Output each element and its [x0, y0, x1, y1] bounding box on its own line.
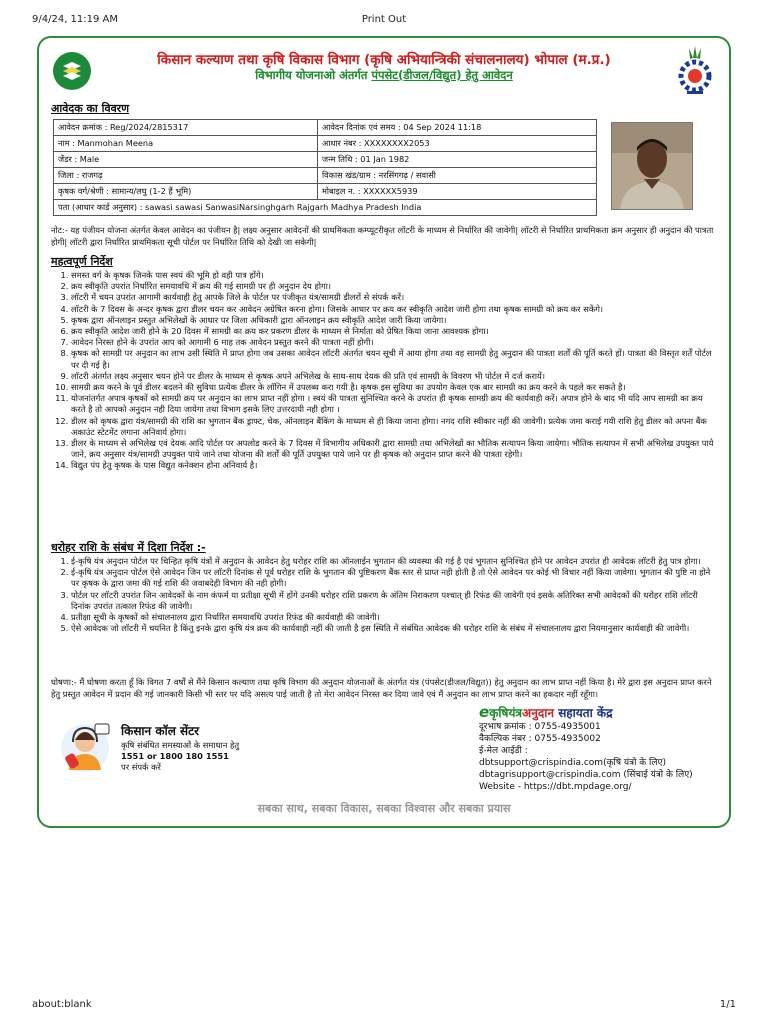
department-title: किसान कल्याण तथा कृषि विकास विभाग (कृषि अभियान्त्रिकी संचालनालय) भोपाल (म.प्र.)	[157, 52, 611, 68]
kcc-title: किसान कॉल सेंटर	[121, 724, 200, 738]
list-item: 3. पोर्टल पर लॉटरी उपरांत जिन आवेदकों के नाम कंफर्म या प्रतीक्षा सूची में होंगे उनकी धरोहर राशि प्रकरण के अंतिम निराकरण पश्चात् ही रिफंड की जावेगी एवं इसके अतिरिक्त सभी आवेदकों की धरोहर राशि लॉटरी दिनांक उपरांत तत्काल रिफंड की जावेगी।	[71, 590, 715, 612]
table-row	[54, 168, 597, 184]
kcc-numbers	[121, 751, 239, 762]
kisan-call-center	[51, 716, 291, 776]
print-title: Print Out	[361, 14, 407, 25]
list-item: 9. लॉटरी अंतर्गत लक्ष्य अनुसार चयन होने पर डीलर के माध्यम से कृषक अपने अभिलेख के साथ-साथ देयक की प्रति एवं सामग्री के विवरण भी पोर्टल में दर्ज करायें।	[71, 371, 715, 382]
registration-note: नोट:- यह पंजीयन योजना अंतर्गत केवल आवेदन का पंजीयन है| लक्ष्य अनुसार आवेदनों की प्राथमिकता कम्प्यूटरीकृत लॉटरी के माध्यम से निर्धारित की जावेगी| लॉटरी से निर्धारित प्राथमिकता क्रम अनुसार ही अनुदान की पात्रता होगी| लॉटरी द्वारा निर्धारित प्राथमिकता सूची पोर्टल पर निर्धारित तिथि को देखी जा सकेगी|	[51, 225, 714, 247]
list-item: 6. क्रय स्वीकृति आदेश जारी होने के 20 दिवस में सामग्री का क्रय कर प्रकरण डीलर के माध्यम से निर्माता को प्रेषित किया जाना आवश्यक होगा।	[71, 326, 715, 337]
important-instructions-title: महत्वपूर्ण निर्देश	[51, 255, 113, 268]
block-village: विकास खंड/ग्राम : नरसिंगगढ़ / सवासी	[318, 168, 597, 184]
list-item: 4. लॉटरी के 7 दिवस के अन्दर कृषक द्वारा डीलर चयन कर आवेदन अग्रेषित करना होगा। जिसके आधार पर क्रय कर स्वीकृति आदेश जारी होगा तथा कृषक सामग्री को क्रय कर सकेंगे।	[71, 304, 715, 315]
kcc-phone-numbers: 1551 or 1800 180 1551	[121, 751, 229, 761]
aadhaar-number: आधार नंबर : XXXXXXXX2053	[318, 136, 597, 152]
brand-sahayata: सहायता केंद्र	[554, 706, 613, 720]
application-form	[37, 36, 731, 828]
applicant-photo	[611, 122, 693, 210]
print-header	[32, 14, 736, 25]
list-item: 11. योजनांतर्गत अपात्र कृषकों को सामग्री क्रय पर अनुदान का लाभ प्राप्त नहीं होगा । स्वयं की पात्रता सुनिश्चित करने के उपरांत ही कृषक सामग्री क्रय की कार्यवाही करें। अपात्र होने के बाद भी यदि आप सामग्री का क्रय करते है तो आपको अनुदान नही दिया जायेगा तथा विभाग इसके लिए उत्तरदायी नही होगा ।	[71, 393, 715, 415]
help-email-2[interactable]: dbtagrisupport@crispindia.com (सिंचाई यंत्रो के लिए)	[479, 770, 693, 780]
list-item: 1. समस्त वर्ग के कृषक जिनके पास स्वयं की भूमि हो वही पात्र होंगे।	[71, 270, 715, 281]
list-item: 2. ई-कृषि यंत्र अनुदान पोर्टल ऐसे आवेदन जिन पर लॉटरी दिनांक से पूर्व धरोहर राशि के भुगतान की पुष्टिकरण बैंक स्तर से प्राप्त नही होती है तो ऐसे आवेदन पर कोई भी विचार नहीं किया जावेगा। भुगतान की पुष्टि ना होने पर कृषक के द्वारा जमा की गई राशि की जवाबदेही विभाग की नही होगी।	[71, 567, 715, 589]
list-item: 13. डीलर के माध्यम से अभिलेख एवं देयक आदि पोर्टल पर अपलोड करने के 7 दिवस में विभागीय अधिकारी द्वारा सामग्री तथा अभिलेखों का भौतिक सत्यापन किया जायेगा। भौतिक सत्यापन में सभी अभिलेख उपयुक्त पाये जाने, क्रय अनुसार यंत्र/सामग्री उपयुक्त पाये जाने तथा योजना की शर्तों की पूर्ति उपयुक्त पाये जाने पर ही कृषक को अनुदान प्राप्त करने की पात्रता रहेगी।	[71, 438, 715, 460]
important-instructions-list	[51, 270, 715, 472]
list-item: 4. प्रतीक्षा सूची के कृषकों को संचालनालय द्वारा निर्धारित समयावधि उपरांत रिफंड की कार्यवाही की जावेगी।	[71, 612, 715, 623]
print-datetime: 9/4/24, 11:19 AM	[32, 14, 119, 25]
help-email-label: ई-मेल आईडी :	[479, 746, 528, 756]
list-item: 10. सामग्री क्रय करने के पूर्व डीलर बदलने की सुविधा प्रत्येक डीलर के लॉगिन में उपलब्ध करा गयी है। कृषक इस सुविधा का उपयोग केवल एक बार सामग्री का क्रय करने के पहले कर सकते है।	[71, 382, 715, 393]
print-page-number: 1/1	[719, 999, 736, 1010]
scheme-subtitle	[99, 68, 669, 83]
district: जिला : राजगढ़	[54, 168, 318, 184]
mobile-number: मोबाइल न. : XXXXXX5939	[318, 184, 597, 200]
applicant-section-title: आवेदक का विवरण	[51, 102, 130, 115]
application-number: आवेदन क्रमांक : Reg/2024/2815317	[54, 120, 318, 136]
table-row	[54, 120, 597, 136]
help-phone: दूरभाष क्रमांक : 0755-4935001	[479, 722, 601, 732]
list-item: 7. आवेदन निरस्त होने के उपरांत आप को आगामी 6 माह तक आवेदन प्रस्तुत करने की पात्रता नहीं होगी।	[71, 337, 715, 348]
help-website[interactable]: Website - https://dbt.mpdage.org/	[479, 782, 632, 792]
table-row	[54, 136, 597, 152]
table-row	[54, 184, 597, 200]
department-logo-icon	[53, 52, 91, 90]
date-of-birth: जन्म तिथि : 01 Jan 1982	[318, 152, 597, 168]
help-center-title	[479, 703, 719, 721]
list-item: 14. विद्युत पंप हेतु कृषक के पास विद्युत कनेक्शन होना अनिवार्य है।	[71, 460, 715, 471]
kcc-line3: पर संपर्क करें	[121, 762, 161, 772]
applicant-details-table	[53, 119, 597, 216]
subtitle-item: पंपसेट(डीजल/विद्युत) हेतु आवेदन	[371, 68, 513, 82]
list-item: 1. ई-कृषि यंत्र अनुदान पोर्टल पर चिन्हित कृषि यंत्रों में अनुदान के आवेदन हेतु धरोहर राशि का ऑनलाईन भुगतान की व्यवस्था की गई है एवं भुगतान सुनिश्चित होने पर आवेदन उपरांत ही आवेदक लॉटरी हेतु पात्र होगा।	[71, 556, 715, 567]
print-url: about:blank	[32, 999, 92, 1010]
declaration: घोषणा:- मैं घोषणा करता हूँ कि विगत 7 वर्षों से मैंने किसान कल्याण तथा कृषि विभाग की अनुदान योजनाओं के अंतर्गत यंत्र (पंपसेट(डीजल/विद्युत)) हेतु अनुदान का लाभ प्राप्त नहीं किया है। मेरे द्वारा इस अनुदान प्राप्त करने हेतु प्रस्तुत आवेदन में प्रदान की गई जानकारी किसी भी स्तर पर यदि असत्य पाई जाती है तो मेरा आवेदन निरस्त कर दिया जावे एवं मैं अनुदान का लाभ प्राप्त करने का हकदार नहीं रहूँगा।	[51, 677, 712, 699]
help-email-1[interactable]: dbtsupport@crispindia.com(कृषि यंत्रो के लिए)	[479, 758, 666, 768]
deposit-guidelines-title: धरोहर राशि के संबंध में दिशा निर्देश :-	[51, 541, 206, 554]
kcc-details	[121, 740, 239, 773]
farmer-category: कृषक वर्ग/श्रेणी : सामान्य/लघु (1-2 हैं भूमि)	[54, 184, 318, 200]
brand-krishi: कृषियंत्र	[489, 706, 523, 720]
deposit-guidelines-list	[51, 556, 715, 634]
list-item: 3. लॉटरी में चयन उपरांत आगामी कार्यवाही हेतु आपके जिले के पोर्टल पर पंजीकृत यंत्र/सामग्री डीलरों से संपर्क करें।	[71, 292, 715, 303]
brand-e: e	[479, 703, 490, 721]
slogan: सबका साथ, सबका विकास, सबका विश्वास और सबका प्रयास	[257, 802, 511, 815]
table-row	[54, 152, 597, 168]
list-item: 5. ऐसे आवेदक जो लॉटरी में चयनित है किंतु इनके द्वारा कृषि यंत्र क्रय की कार्यवाही नहीं की जाती है इस स्थिति में संबंधित आवेदक की धरोहर राशि के संबंध में संचालनालय द्वारा नियमानुसार कार्यवाही की जावेगी।	[71, 623, 715, 634]
call-center-agent-icon	[55, 718, 115, 774]
applicant-name: नाम : Manmohan Meena	[54, 136, 318, 152]
list-item: 2. क्रय स्वीकृति उपरांत निर्धारित समयावधि में क्रय की गई सामग्री पर ही अनुदान देय होगा।	[71, 281, 715, 292]
application-datetime: आवेदन दिनांक एवं समय : 04 Sep 2024 11:18	[318, 120, 597, 136]
help-center	[479, 703, 719, 793]
gender: जेंडर : Male	[54, 152, 318, 168]
list-item: 12. डीलर को कृषक द्वारा यंत्र/सामग्री की राशि का भुगतान बैंक ड्राफ्ट, चेक, ऑनलाइन बैंकिंग के माध्यम से ही किया जाना होगा। नगद राशि स्वीकार नहीं की जावेगी। प्रत्येक जमा कराई गयी राशि हेतु डीलर को अपना बैंक अकाउंट स्टेटमेंट लगाना अनिवार्य होगा।	[71, 416, 715, 438]
list-item: 8. कृषक को सामग्री पर अनुदान का लाभ उसी स्थिति में प्राप्त होगा जब उसका आवेदन लॉटरी अंतर्गत चयन सूची में आया होगा तथा वह सामग्री हेतु अनुदान की पात्रता शर्तों की पूर्ति करते हों। पात्रता की विस्तृत शर्तें पोर्टल पर दी गई है।	[71, 348, 715, 370]
address: पता (आधार कार्ड अनुसार) : sawasi sawasi SanwasiNarsinghgarh Rajgarh Madhya Pradesh India	[54, 200, 597, 216]
brand-anudan: अनुदान	[522, 706, 555, 720]
table-row	[54, 200, 597, 216]
kcc-line1: कृषि संबंधित समस्याओं के समाधान हेतु	[121, 740, 240, 750]
subtitle-prefix: विभागीय योजनाओ अंतर्गत	[255, 68, 372, 82]
print-footer	[32, 999, 736, 1010]
list-item: 5. कृषक द्वारा ऑनलाइन प्रस्तुत अभिलेखों के आधार पर जिला अधिकारी द्वारा ऑनलाइन क्रय स्वीकृति आदेश जारी किया जायेगा।	[71, 315, 715, 326]
agri-engineering-logo-icon	[673, 44, 717, 96]
help-alt-phone: वैकल्पिक नंबर : 0755-4935002	[479, 734, 601, 744]
